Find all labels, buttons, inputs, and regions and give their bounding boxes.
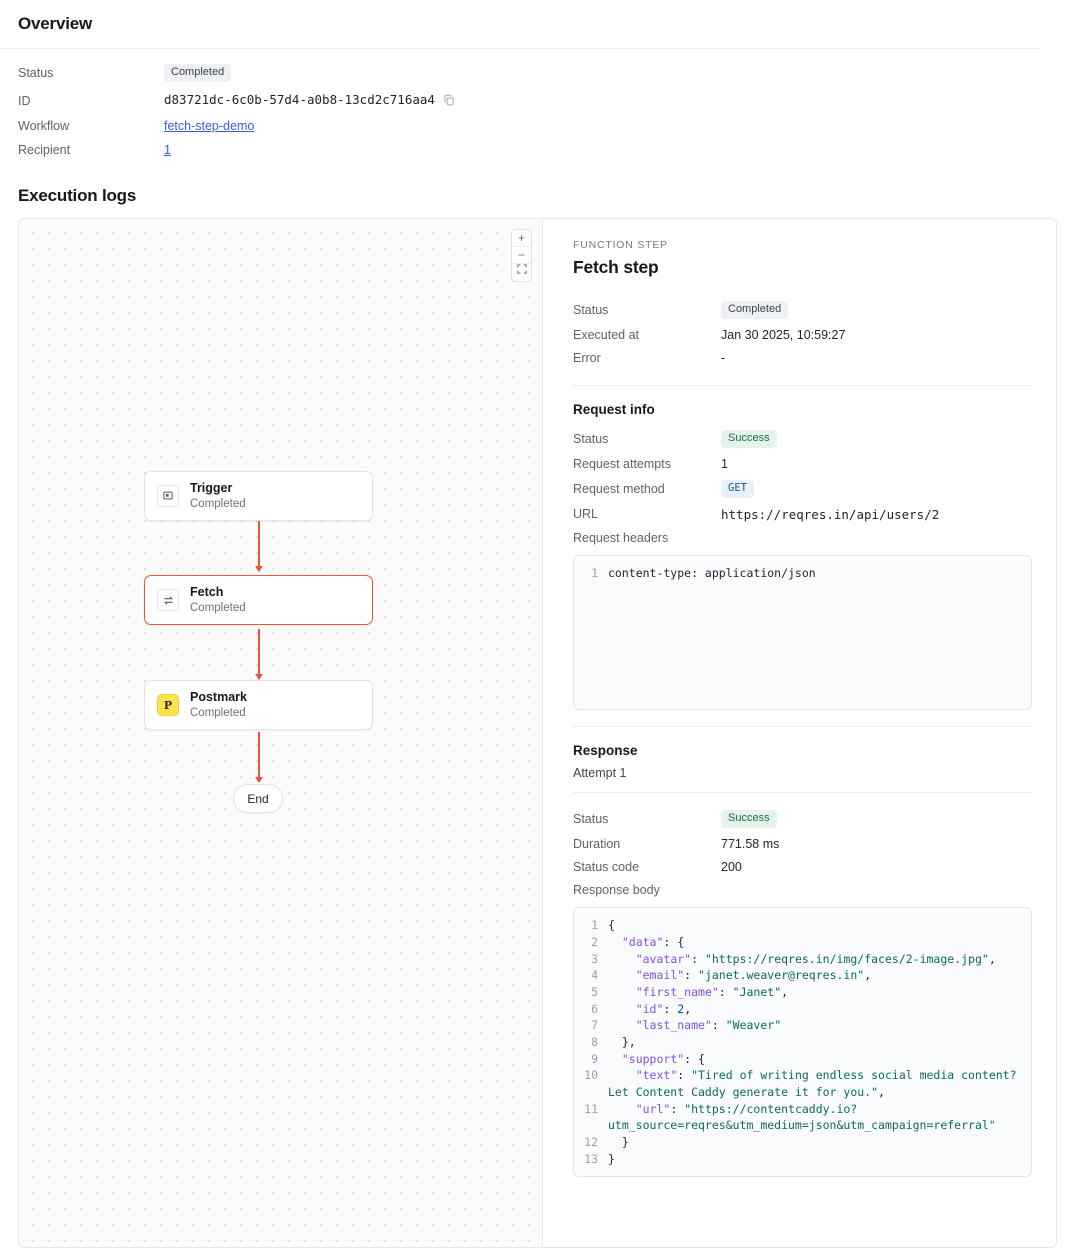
line-number: 2 xyxy=(591,935,598,950)
code-line xyxy=(574,1017,1021,1034)
execution-logs-title: Execution logs xyxy=(18,186,137,206)
step-title: Fetch step xyxy=(573,257,659,278)
line-number: 9 xyxy=(591,1051,598,1066)
line-number: 10 xyxy=(584,1068,598,1083)
status-badge: Success xyxy=(721,810,777,828)
line-content: { xyxy=(608,918,615,933)
line-number: 13 xyxy=(584,1151,598,1166)
copy-icon[interactable] xyxy=(443,94,455,109)
divider xyxy=(573,726,1032,727)
overview-label-workflow: Workflow xyxy=(18,119,70,134)
page-title: Overview xyxy=(18,14,93,33)
table-row xyxy=(573,878,1032,901)
overview-label-status: Status xyxy=(18,66,54,81)
request-label-url: URL xyxy=(573,507,599,522)
line-content: "email": "janet.weaver@reqres.in", xyxy=(635,968,872,983)
code-line xyxy=(574,1034,1021,1051)
code-line xyxy=(574,934,1021,951)
request-label-attempts: Request attempts xyxy=(573,457,671,472)
request-info-table xyxy=(573,425,1032,549)
node-fetch[interactable] xyxy=(144,575,373,625)
response-body-code[interactable] xyxy=(573,907,1032,1177)
line-number: 3 xyxy=(591,951,598,966)
method-badge: GET xyxy=(721,480,754,498)
line-content: "url": "https://contentcaddy.io?utm_source=reqres&utm_medium=json&utm_campaign=referral" xyxy=(608,1101,996,1133)
response-label-status: Status xyxy=(573,811,609,826)
line-content: content-type: application/json xyxy=(608,566,816,581)
code-line xyxy=(574,917,1021,934)
summary-value-error: - xyxy=(721,350,726,365)
step-details-panel xyxy=(543,219,1056,1247)
table-row xyxy=(573,502,1032,526)
line-number: 8 xyxy=(591,1035,598,1050)
postmark-icon: P xyxy=(157,694,179,716)
table-row xyxy=(573,453,1032,476)
table-row xyxy=(18,87,1057,114)
status-badge: Completed xyxy=(721,301,788,319)
response-label-status-code: Status code xyxy=(573,859,640,874)
recipient-link[interactable]: 1 xyxy=(164,143,171,158)
summary-label-status: Status xyxy=(573,302,609,317)
zoom-out-icon[interactable]: − xyxy=(512,247,531,264)
response-label-duration: Duration xyxy=(573,836,621,851)
request-info-heading: Request info xyxy=(573,402,655,418)
summary-value-executed-at: Jan 30 2025, 10:59:27 xyxy=(721,327,846,342)
summary-label-error: Error xyxy=(573,350,601,365)
connector-arrow xyxy=(258,521,260,571)
response-body-label: Response body xyxy=(573,882,660,897)
table-row xyxy=(573,526,1032,549)
status-badge: Success xyxy=(721,430,777,448)
overview-section xyxy=(0,0,1075,206)
code-line xyxy=(574,1067,1024,1100)
step-type-label: FUNCTION STEP xyxy=(573,239,668,252)
line-number: 6 xyxy=(591,1001,598,1016)
request-headers-label: Request headers xyxy=(573,530,669,545)
line-content: "first_name": "Janet", xyxy=(635,985,789,1000)
code-line xyxy=(574,984,1021,1001)
line-content: "data": { xyxy=(621,935,685,950)
response-table xyxy=(573,805,1032,901)
table-row xyxy=(573,805,1032,832)
table-row xyxy=(573,346,1032,369)
table-row xyxy=(573,296,1032,323)
line-number: 4 xyxy=(591,968,598,983)
overview-value-status xyxy=(164,59,1057,87)
code-line xyxy=(574,565,1021,582)
request-label-status: Status xyxy=(573,431,609,446)
table-row xyxy=(18,138,1057,162)
line-content: }, xyxy=(608,1035,636,1050)
line-content: "support": { xyxy=(621,1051,705,1066)
response-attempt: Attempt 1 xyxy=(573,766,627,781)
node-title: Trigger xyxy=(190,480,233,495)
node-end[interactable] xyxy=(233,784,283,813)
table-row xyxy=(573,855,1032,878)
node-trigger[interactable] xyxy=(144,471,373,521)
request-value-url: https://reqres.in/api/users/2 xyxy=(721,506,940,522)
line-content: "id": 2, xyxy=(635,1001,692,1016)
line-number: 12 xyxy=(584,1135,598,1150)
response-heading: Response xyxy=(573,743,638,759)
code-line xyxy=(574,951,1021,968)
connector-arrow xyxy=(258,732,260,782)
line-content: } xyxy=(608,1135,629,1150)
step-summary-table xyxy=(573,296,1032,369)
code-line xyxy=(574,1101,1021,1134)
request-value-attempts: 1 xyxy=(721,457,728,472)
overview-label-id: ID xyxy=(18,93,31,108)
node-status: Completed xyxy=(190,707,246,720)
table-row xyxy=(18,114,1057,138)
node-postmark[interactable] xyxy=(144,680,373,730)
divider xyxy=(0,48,1039,49)
line-number: 5 xyxy=(591,985,598,1000)
execution-logs-panel xyxy=(18,218,1057,1248)
line-content: "avatar": "https://reqres.in/img/faces/2-image.jpg", xyxy=(635,951,996,966)
line-content: "text": "Tired of writing endless social media content? Let Content Caddy generate it for you.", xyxy=(608,1068,1024,1100)
node-status: Completed xyxy=(190,602,246,615)
connector-arrow xyxy=(258,629,260,679)
divider xyxy=(573,385,1032,386)
table-row xyxy=(573,832,1032,855)
overview-table xyxy=(18,59,1057,162)
flag-icon xyxy=(157,485,179,507)
code-line xyxy=(574,967,1021,984)
status-badge: Completed xyxy=(164,64,231,82)
divider xyxy=(573,792,1032,793)
workflow-link[interactable]: fetch-step-demo xyxy=(164,119,255,134)
canvas-controls[interactable] xyxy=(511,229,532,282)
table-row xyxy=(573,425,1032,452)
node-title: Fetch xyxy=(190,584,224,599)
line-number: 11 xyxy=(584,1101,598,1116)
table-row xyxy=(18,59,1057,87)
summary-label-executed-at: Executed at xyxy=(573,327,640,342)
code-line xyxy=(574,1001,1021,1018)
line-number: 7 xyxy=(591,1018,598,1033)
line-number: 1 xyxy=(591,918,598,933)
line-content: } xyxy=(608,1151,615,1166)
table-row xyxy=(573,476,1032,503)
request-label-method: Request method xyxy=(573,481,665,496)
node-status: Completed xyxy=(190,498,246,511)
execution-id: d83721dc-6c0b-57d4-a0b8-13cd2c716aa4 xyxy=(164,92,435,108)
code-line xyxy=(574,1151,1021,1168)
node-end-label: End xyxy=(247,791,269,806)
code-line xyxy=(574,1051,1021,1068)
node-title: Postmark xyxy=(190,689,247,704)
table-row xyxy=(573,323,1032,346)
code-line xyxy=(574,1134,1021,1151)
exchange-icon xyxy=(157,589,179,611)
response-value-status-code: 200 xyxy=(721,859,742,874)
zoom-in-icon[interactable]: + xyxy=(512,230,531,247)
request-headers-code[interactable] xyxy=(573,555,1032,710)
fit-view-icon[interactable] xyxy=(512,264,531,281)
line-content: "last_name": "Weaver" xyxy=(635,1018,782,1033)
overview-label-recipient: Recipient xyxy=(18,143,71,158)
workflow-canvas[interactable] xyxy=(19,219,543,1247)
overview-value-id xyxy=(164,87,1057,114)
response-value-duration: 771.58 ms xyxy=(721,836,780,851)
line-number: 1 xyxy=(591,566,598,581)
